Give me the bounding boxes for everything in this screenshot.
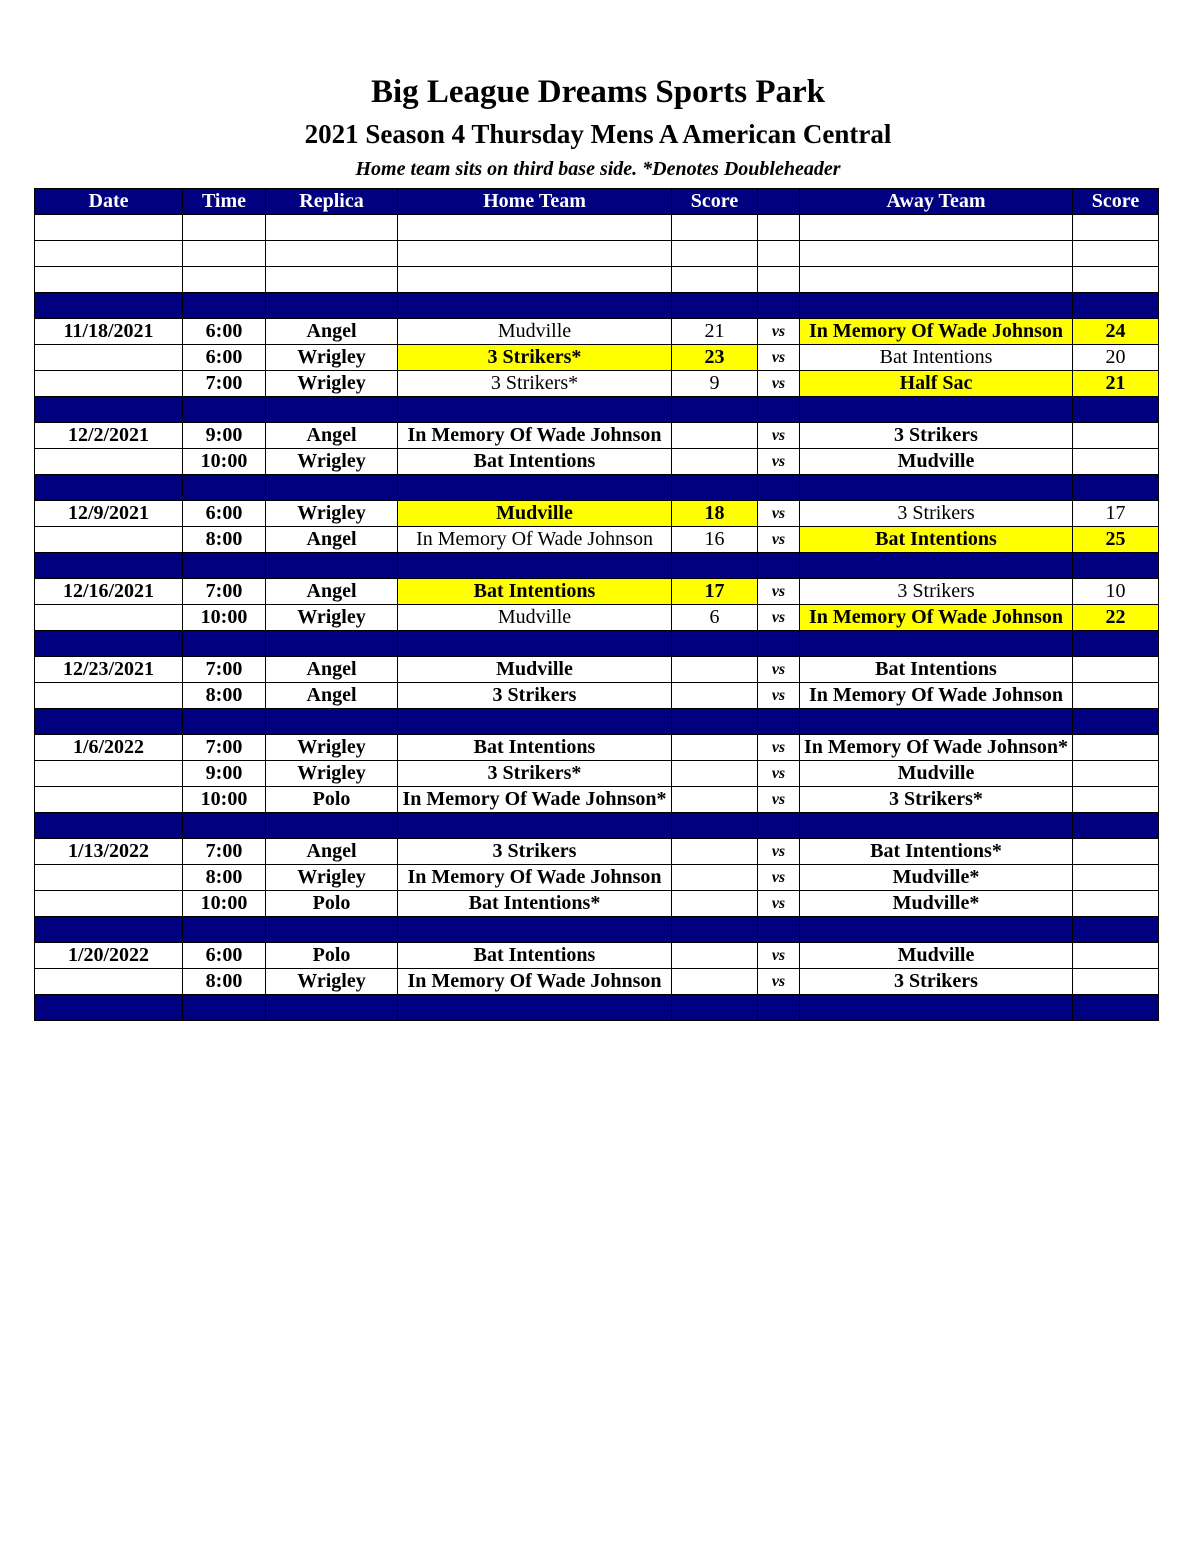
separator-cell [758,553,800,579]
separator-row [35,553,1159,579]
vs-cell: vs [758,657,800,683]
away-team-cell: 3 Strikers [800,969,1073,995]
time-cell: 7:00 [183,371,266,397]
blank-cell [35,215,183,241]
away-team-cell: Bat Intentions* [800,839,1073,865]
replica-cell: Wrigley [266,605,398,631]
blank-cell [1073,215,1159,241]
game-row [35,319,1159,345]
blank-cell [183,241,266,267]
separator-cell [758,631,800,657]
separator-row [35,293,1159,319]
home-score-cell: 17 [672,579,758,605]
replica-cell: Angel [266,319,398,345]
time-cell: 8:00 [183,865,266,891]
schedule-note: Home team sits on third base side. *Denotes Doubleheader [355,158,841,180]
away-team-cell: Bat Intentions [800,657,1073,683]
away-team-cell: Half Sac [800,371,1073,397]
time-cell: 8:00 [183,969,266,995]
blank-cell [266,215,398,241]
away-score-cell [1073,761,1159,787]
vs-cell: vs [758,865,800,891]
away-score-cell: 10 [1073,579,1159,605]
separator-cell [800,995,1073,1021]
home-score-cell [672,449,758,475]
away-team-cell: 3 Strikers* [800,787,1073,813]
blank-cell [758,267,800,293]
away-team-cell: In Memory Of Wade Johnson [800,683,1073,709]
game-row [35,683,1159,709]
away-score-cell: 24 [1073,319,1159,345]
home-team-cell: 3 Strikers* [398,345,672,371]
blank-row [35,215,1159,241]
game-row [35,891,1159,917]
time-cell: 7:00 [183,839,266,865]
home-score-cell [672,657,758,683]
separator-cell [758,397,800,423]
replica-cell: Wrigley [266,969,398,995]
replica-cell: Wrigley [266,735,398,761]
separator-cell [672,995,758,1021]
schedule-body [35,215,1159,1021]
home-team-cell: In Memory Of Wade Johnson [398,865,672,891]
separator-cell [183,475,266,501]
game-row [35,449,1159,475]
separator-cell [1073,995,1159,1021]
game-row [35,501,1159,527]
separator-cell [672,475,758,501]
separator-cell [183,293,266,319]
separator-cell [1073,475,1159,501]
home-score-cell [672,839,758,865]
replica-cell: Wrigley [266,865,398,891]
blank-row [35,267,1159,293]
blank-cell [183,267,266,293]
replica-cell: Wrigley [266,371,398,397]
separator-cell [183,917,266,943]
away-team-cell: 3 Strikers [800,501,1073,527]
date-cell [35,345,183,371]
time-cell: 6:00 [183,319,266,345]
col-header-away-score: Score [1073,189,1159,215]
separator-cell [398,813,672,839]
away-score-cell: 22 [1073,605,1159,631]
vs-cell: vs [758,605,800,631]
separator-cell [1073,397,1159,423]
away-score-cell [1073,449,1159,475]
separator-cell [266,813,398,839]
game-row [35,657,1159,683]
date-cell: 11/18/2021 [35,319,183,345]
game-row [35,423,1159,449]
away-score-cell: 17 [1073,501,1159,527]
away-score-cell [1073,839,1159,865]
away-team-cell: 3 Strikers [800,579,1073,605]
vs-cell: vs [758,579,800,605]
vs-cell: vs [758,449,800,475]
vs-cell: vs [758,527,800,553]
blank-cell [800,267,1073,293]
separator-cell [398,293,672,319]
date-cell [35,787,183,813]
replica-cell: Angel [266,839,398,865]
home-team-cell: Bat Intentions [398,579,672,605]
separator-cell [800,813,1073,839]
away-score-cell [1073,969,1159,995]
home-team-cell: Mudville [398,319,672,345]
separator-cell [398,397,672,423]
away-score-cell [1073,787,1159,813]
home-team-cell: Bat Intentions [398,449,672,475]
separator-cell [398,995,672,1021]
home-team-cell: In Memory Of Wade Johnson [398,527,672,553]
game-row [35,865,1159,891]
separator-cell [1073,293,1159,319]
replica-cell: Angel [266,423,398,449]
blank-cell [398,267,672,293]
time-cell: 6:00 [183,943,266,969]
game-row [35,943,1159,969]
separator-cell [183,397,266,423]
blank-cell [1073,241,1159,267]
blank-cell [398,241,672,267]
separator-cell [35,475,183,501]
separator-cell [672,813,758,839]
date-cell: 1/6/2022 [35,735,183,761]
away-score-cell: 20 [1073,345,1159,371]
schedule-table [34,188,1159,1021]
col-header-replica: Replica [266,189,398,215]
replica-cell: Polo [266,943,398,969]
col-header-home-score: Score [672,189,758,215]
vs-cell: vs [758,345,800,371]
separator-cell [266,709,398,735]
blank-cell [398,215,672,241]
vs-cell: vs [758,371,800,397]
home-team-cell: 3 Strikers* [398,761,672,787]
vs-cell: vs [758,423,800,449]
vs-cell: vs [758,501,800,527]
vs-cell: vs [758,969,800,995]
replica-cell: Angel [266,657,398,683]
game-row [35,527,1159,553]
separator-cell [672,709,758,735]
home-team-cell: Mudville [398,501,672,527]
date-cell [35,683,183,709]
separator-cell [266,917,398,943]
time-cell: 10:00 [183,787,266,813]
separator-cell [398,553,672,579]
game-row [35,735,1159,761]
away-team-cell: In Memory Of Wade Johnson* [800,735,1073,761]
separator-cell [800,631,1073,657]
home-team-cell: Mudville [398,657,672,683]
separator-cell [758,917,800,943]
blank-cell [183,215,266,241]
separator-cell [35,917,183,943]
home-team-cell: 3 Strikers* [398,371,672,397]
date-cell [35,761,183,787]
time-cell: 10:00 [183,605,266,631]
away-team-cell: Bat Intentions [800,345,1073,371]
replica-cell: Angel [266,683,398,709]
blank-cell [672,267,758,293]
separator-row [35,397,1159,423]
separator-cell [1073,813,1159,839]
away-team-cell: In Memory Of Wade Johnson [800,605,1073,631]
separator-cell [35,631,183,657]
game-row [35,761,1159,787]
away-team-cell: Bat Intentions [800,527,1073,553]
home-team-cell: In Memory Of Wade Johnson [398,423,672,449]
game-row [35,345,1159,371]
separator-cell [672,397,758,423]
date-cell: 12/16/2021 [35,579,183,605]
separator-cell [35,709,183,735]
time-cell: 7:00 [183,657,266,683]
time-cell: 8:00 [183,527,266,553]
away-score-cell [1073,891,1159,917]
game-row [35,579,1159,605]
col-header-vs [758,189,800,215]
page-subtitle: 2021 Season 4 Thursday Mens A American Central [304,119,892,149]
game-row [35,371,1159,397]
separator-cell [183,553,266,579]
separator-cell [758,709,800,735]
vs-cell: vs [758,761,800,787]
game-row [35,787,1159,813]
home-score-cell: 6 [672,605,758,631]
time-cell: 6:00 [183,501,266,527]
separator-cell [35,397,183,423]
replica-cell: Wrigley [266,501,398,527]
home-score-cell: 21 [672,319,758,345]
vs-cell: vs [758,787,800,813]
separator-row [35,475,1159,501]
separator-cell [1073,709,1159,735]
separator-cell [672,631,758,657]
separator-cell [800,709,1073,735]
game-row [35,839,1159,865]
home-team-cell: In Memory Of Wade Johnson [398,969,672,995]
separator-cell [266,475,398,501]
away-score-cell: 25 [1073,527,1159,553]
game-row [35,605,1159,631]
separator-cell [266,553,398,579]
replica-cell: Polo [266,787,398,813]
separator-cell [1073,631,1159,657]
col-header-away-team: Away Team [800,189,1073,215]
separator-cell [183,995,266,1021]
separator-row [35,917,1159,943]
home-team-cell: 3 Strikers [398,839,672,865]
away-team-cell: 3 Strikers [800,423,1073,449]
home-score-cell [672,891,758,917]
separator-cell [266,397,398,423]
away-score-cell [1073,735,1159,761]
separator-cell [35,995,183,1021]
date-cell: 12/9/2021 [35,501,183,527]
home-score-cell: 16 [672,527,758,553]
time-cell: 10:00 [183,449,266,475]
separator-row [35,995,1159,1021]
time-cell: 10:00 [183,891,266,917]
date-cell [35,605,183,631]
blank-cell [672,215,758,241]
time-cell: 8:00 [183,683,266,709]
home-score-cell [672,761,758,787]
home-score-cell [672,787,758,813]
blank-row [35,241,1159,267]
time-cell: 9:00 [183,423,266,449]
separator-row [35,709,1159,735]
separator-cell [398,475,672,501]
separator-cell [183,813,266,839]
separator-cell [800,553,1073,579]
time-cell: 6:00 [183,345,266,371]
separator-cell [183,631,266,657]
separator-row [35,813,1159,839]
separator-cell [672,917,758,943]
time-cell: 9:00 [183,761,266,787]
blank-cell [35,241,183,267]
blank-cell [1073,267,1159,293]
date-cell [35,449,183,475]
date-cell: 1/20/2022 [35,943,183,969]
away-team-cell: Mudville* [800,865,1073,891]
separator-cell [800,917,1073,943]
date-cell [35,969,183,995]
separator-cell [758,995,800,1021]
col-header-home-team: Home Team [398,189,672,215]
home-team-cell: In Memory Of Wade Johnson* [398,787,672,813]
col-header-date: Date [35,189,183,215]
replica-cell: Polo [266,891,398,917]
home-score-cell [672,969,758,995]
vs-cell: vs [758,943,800,969]
home-score-cell: 18 [672,501,758,527]
separator-cell [35,293,183,319]
replica-cell: Angel [266,527,398,553]
blank-cell [800,215,1073,241]
blank-cell [35,267,183,293]
separator-cell [266,293,398,319]
away-score-cell [1073,657,1159,683]
separator-row [35,631,1159,657]
away-team-cell: Mudville* [800,891,1073,917]
separator-cell [800,397,1073,423]
separator-cell [1073,917,1159,943]
home-score-cell: 23 [672,345,758,371]
home-score-cell [672,943,758,969]
away-score-cell [1073,943,1159,969]
home-team-cell: Bat Intentions* [398,891,672,917]
home-team-cell: Mudville [398,605,672,631]
date-cell [35,527,183,553]
separator-cell [35,813,183,839]
separator-cell [758,813,800,839]
vs-cell: vs [758,319,800,345]
away-score-cell [1073,865,1159,891]
home-score-cell [672,735,758,761]
separator-cell [758,293,800,319]
away-team-cell: Mudville [800,761,1073,787]
away-score-cell [1073,683,1159,709]
separator-cell [398,917,672,943]
blank-cell [266,267,398,293]
header-row [35,189,1159,215]
separator-cell [672,293,758,319]
date-cell [35,865,183,891]
separator-cell [800,475,1073,501]
replica-cell: Wrigley [266,345,398,371]
home-score-cell [672,423,758,449]
date-cell [35,891,183,917]
away-team-cell: In Memory Of Wade Johnson [800,319,1073,345]
separator-cell [398,631,672,657]
vs-cell: vs [758,839,800,865]
date-cell: 1/13/2022 [35,839,183,865]
separator-cell [800,293,1073,319]
col-header-time: Time [183,189,266,215]
blank-cell [758,215,800,241]
blank-cell [672,241,758,267]
separator-cell [672,553,758,579]
time-cell: 7:00 [183,579,266,605]
blank-cell [800,241,1073,267]
home-score-cell: 9 [672,371,758,397]
away-score-cell [1073,423,1159,449]
page-title: Big League Dreams Sports Park [370,74,826,110]
away-team-cell: Mudville [800,449,1073,475]
home-score-cell [672,683,758,709]
replica-cell: Wrigley [266,449,398,475]
separator-cell [1073,553,1159,579]
separator-cell [398,709,672,735]
separator-cell [266,631,398,657]
home-team-cell: Bat Intentions [398,943,672,969]
date-cell [35,371,183,397]
away-team-cell: Mudville [800,943,1073,969]
home-team-cell: 3 Strikers [398,683,672,709]
vs-cell: vs [758,683,800,709]
away-score-cell: 21 [1073,371,1159,397]
home-team-cell: Bat Intentions [398,735,672,761]
blank-cell [758,241,800,267]
vs-cell: vs [758,891,800,917]
time-cell: 7:00 [183,735,266,761]
separator-cell [35,553,183,579]
date-cell: 12/2/2021 [35,423,183,449]
home-score-cell [672,865,758,891]
separator-cell [758,475,800,501]
game-row [35,969,1159,995]
replica-cell: Wrigley [266,761,398,787]
blank-cell [266,241,398,267]
date-cell: 12/23/2021 [35,657,183,683]
separator-cell [183,709,266,735]
vs-cell: vs [758,735,800,761]
replica-cell: Angel [266,579,398,605]
separator-cell [266,995,398,1021]
